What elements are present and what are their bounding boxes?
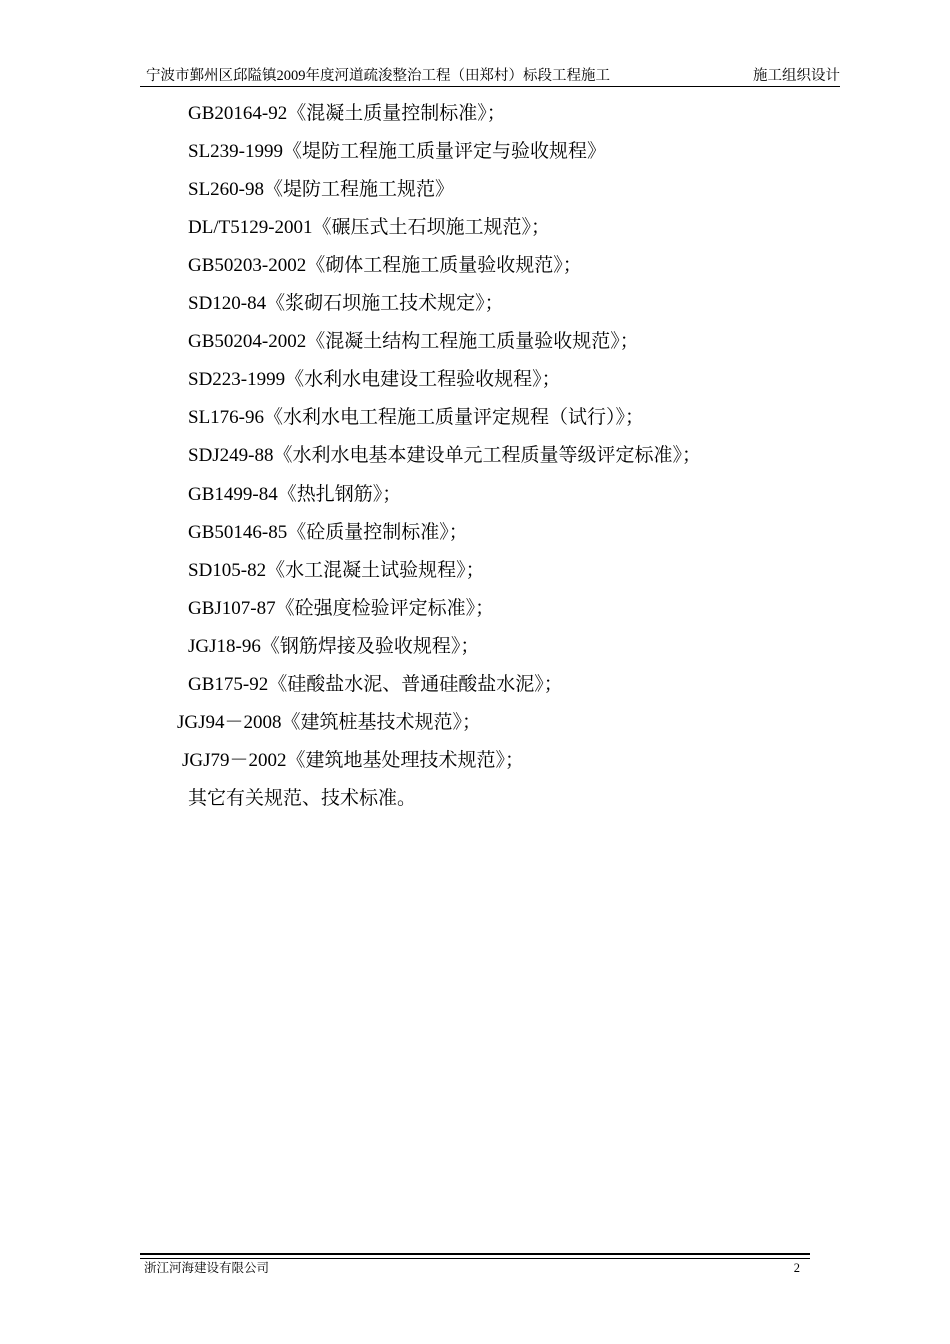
standard-item: GB175-92《硅酸盐水泥、普通硅酸盐水泥》； [188,674,563,695]
standard-item: SD223-1999《水利水电建设工程验收规程》； [188,369,561,390]
standard-item: GB50204-2002《混凝土结构工程施工质量验收规范》； [188,331,639,352]
standard-item: SD120-84《浆砌石坝施工技术规定》； [188,293,504,314]
page-header [140,66,840,86]
standard-item: SDJ249-88《水利水电基本建设单元工程质量等级评定标准》； [188,445,702,466]
standard-item: JGJ79－2002《建筑地基处理技术规范》； [182,750,525,771]
standard-item: SL239-1999《堤防工程施工质量评定与验收规程》 [188,141,607,162]
standard-item-other: 其它有关规范、技术标准。 [188,788,417,809]
document-type: 施工组织设计 [753,68,840,84]
standard-item: JGJ94－2008《建筑桩基技术规范》； [177,712,482,733]
standard-item: SL260-98《堤防工程施工规范》 [188,179,455,200]
company-name: 浙江河海建设有限公司 [144,1261,270,1275]
project-title: 宁波市鄞州区邱隘镇2009年度河道疏浚整治工程（田郑村）标段工程施工 [146,68,610,84]
page-footer [140,1259,800,1277]
standard-item: GB1499-84《热扎钢筋》； [188,484,402,505]
header-divider [140,86,840,87]
standard-item: GBJ107-87《砼强度检验评定标准》； [188,598,495,619]
standard-item: JGJ18-96《钢筋焊接及验收规程》； [188,636,480,657]
standard-item: GB20164-92《混凝土质量控制标准》； [188,103,506,124]
standard-item: GB50146-85《砼质量控制标准》； [188,522,468,543]
page-number: 2 [793,1261,800,1275]
standard-item: SD105-82《水工混凝土试验规程》； [188,560,485,581]
standard-item: DL/T5129-2001《碾压式土石坝施工规范》； [188,217,551,238]
standard-item: SL176-96《水利水电工程施工质量评定规程（试行）》； [188,407,645,428]
standard-item: GB50203-2002《砌体工程施工质量验收规范》； [188,255,582,276]
footer-divider-thick [140,1253,810,1255]
